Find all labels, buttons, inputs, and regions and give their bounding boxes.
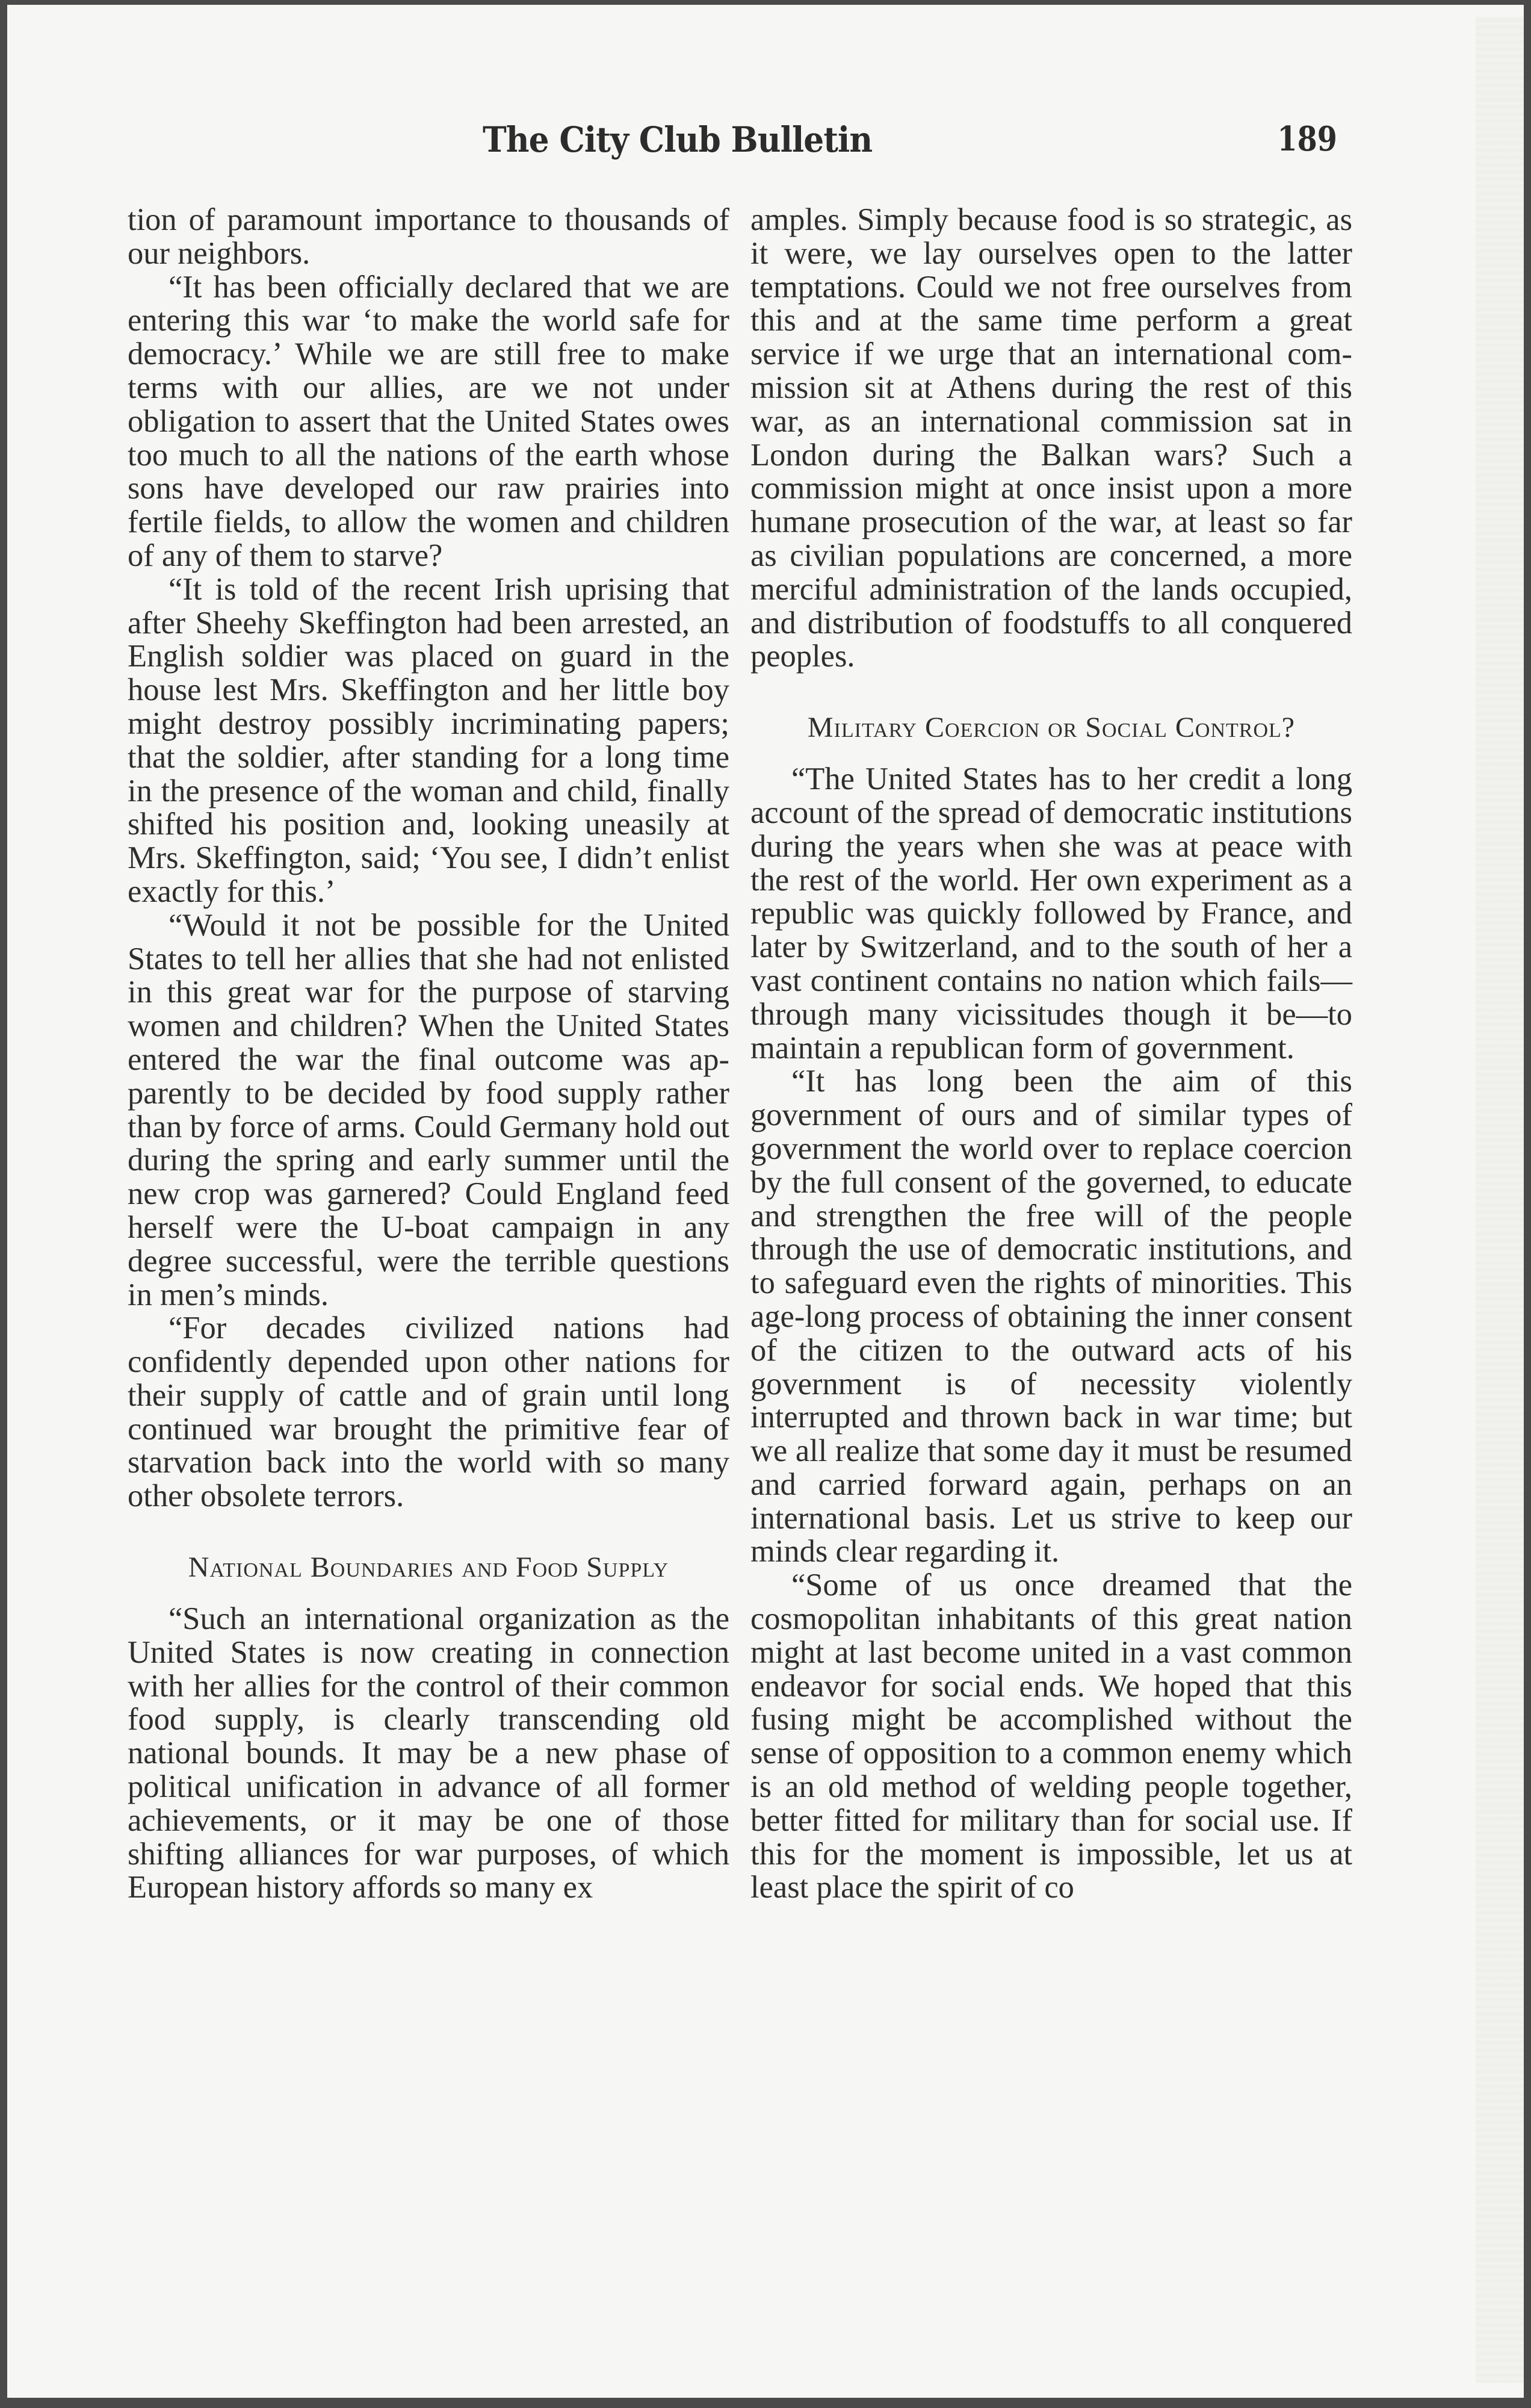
paragraph: “It is told of the recent Irish uprising that after Sheehy Skeffington had been arrested, an English soldier was placed on guard in the house lest Mrs. Skeffington and her little boy might destroy possibly incriminating papers; that the soldier, after standing for a long time in the presence of the woman and child, finally shifted his position and, looking uneasily at Mrs. Skeffington, said; ‘You see, I didn’t enlist exactly for this.’ <box>128 571 729 909</box>
paragraph: amples. Simply because food is so strategic, as it were, we lay ourselves open to the latter temptations. Could we not free ourselves from this and at the same time perform a great service if we urge that an international commission sit at Athens during the rest of this war, as an international commission sat in London during the Balkan wars? Such a commission might at once insist upon a more humane prosecution of the war, at least so far as civilian populations are concerned, a more merciful administration of the lands occupied, and distribution of foodstuffs to all conquered peoples. <box>750 202 1352 674</box>
section-heading-national-boundaries: National Boundaries and Food Supply <box>188 1551 669 1584</box>
right-column <box>750 203 1352 1905</box>
page-edge-shadow <box>1476 17 1524 2383</box>
paragraph: “Some of us once dreamed that the cosmopolitan inhabitants of this great nation might at last become united in a vast common endeavor for social ends. We hoped that this fusing might be accomplished without the sense of opposition to a common enemy which is an old method of welding people together, better fitted for military than for social use. If this for the moment is impossible, let us at least place the spirit of co <box>750 1568 1352 1905</box>
paragraph: “The United States has to her credit a long account of the spread of democratic institutions during the years when she was at peace with the rest of the world. Her own experiment as a republic was quickly followed by France, and later by Switzerland, and to the south of her a vast continent contains no nation which fails—through many vicissitudes though it be—to maintain a republican form of government. <box>750 762 1352 1066</box>
left-column <box>128 203 729 1905</box>
paragraph: “Such an international organization as the United States is now creating in connection with her allies for the control of their common food supply, is clearly transcending old national bounds. It may be a new phase of political unification in advance of all former achievements, or it may be one of those shifting alliances for war purposes, of which European history affords so many ex <box>128 1601 729 1905</box>
paragraph: “It has been officially declared that we are entering this war ‘to make the world safe for democracy.’ While we are still free to make terms with our allies, are we not under obligation to assert that the United States owes too much to all the nations of the earth whose sons have developed our raw prairies into fertile fields, to allow the women and children of any of them to starve? <box>128 269 729 573</box>
page-number: 189 <box>1277 119 1337 159</box>
paragraph: “For decades civilized nations had confidently depended upon other nations for their supply of cattle and of grain until long continued war brought the primitive fear of starvation back into the world with so many other obsolete terrors. <box>128 1311 729 1514</box>
running-header <box>483 119 1337 173</box>
paragraph: “It has long been the aim of this government of ours and of similar types of government the world over to replace coercion by the full consent of the governed, to educate and strengthen the free will of the people through the use of democratic institutions, and to safeguard even the rights of minorities. This age-long process of obtaining the inner consent of the citizen to the outward acts of his government is of necessity violently interrupted and thrown back in war time; but we all realize that some day it must be resumed and carried forward again, perhaps on an international basis. Let us strive to keep our minds clear regarding it. <box>750 1064 1352 1569</box>
journal-title: The City Club Bulletin <box>483 119 873 160</box>
scanned-page <box>7 5 1524 2398</box>
paragraph: tion of paramount importance to thousands of our neighbors. <box>128 202 729 271</box>
section-heading-military-coercion: Military Coercion or Social Control? <box>807 712 1296 744</box>
paragraph: “Would it not be possible for the United States to tell her allies that she had not enlisted in this great war for the purpose of starving women and children? When the United States entered the war the final outcome was apparently to be decided by food supply rather than by force of arms. Could Germany hold out during the spring and early summer until the new crop was garnered? Could England feed herself were the U-boat campaign in any degree successful, were the terrible questions in men’s minds. <box>128 907 729 1312</box>
